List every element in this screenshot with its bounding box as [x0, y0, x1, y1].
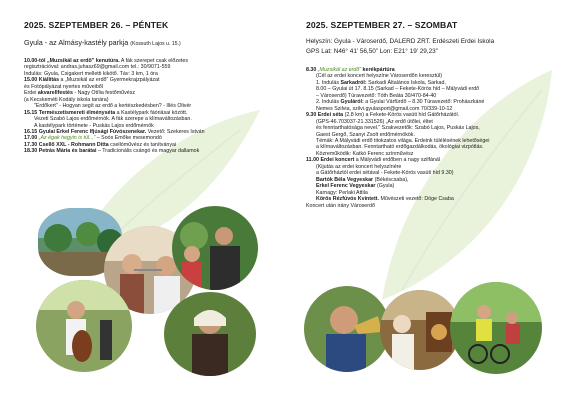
location-main: Gyula - az Almásy-kastély parkja: [24, 38, 129, 47]
event-detail: a „Muzsikál az erdő” Gyermekrajzpályázat: [59, 77, 160, 84]
photo-cellist: [36, 280, 132, 372]
photo-singer-woman: [164, 292, 256, 376]
event-text-after: - Nagy Otília festőművész: [72, 90, 136, 97]
location-line-1: Helyszín: Gyula - Városerdő, DALERD ZRT. Erdészeti Erdei Iskola: [306, 38, 495, 45]
event-text: Témák: A Mályvádi erdő titokzatos világa. Erdeink túlélésének lehetőségei: [316, 137, 490, 144]
event-text-after: Művészeti vezető: Döge Csaba: [378, 196, 454, 203]
event-title: Kiállítás: [38, 77, 60, 84]
event-detail: a Kastélypark fáóriásai között.: [115, 109, 188, 116]
event-text: "Erdőkert" - Hogyan segít az erdő a kertészkedésben? - Illés Olivér: [34, 103, 192, 110]
event-title: „Muzsikál az erdő” kenutúra.: [46, 58, 120, 64]
event-text: Karnagy: Perlaki Attila: [316, 189, 368, 196]
event-text-after: Sarkadi Általános Iskola, Sarkad,: [366, 79, 446, 86]
event-text: Koncert után irány Városerdő: [306, 202, 375, 209]
event-italic-title: „Muzsikál az erdő”: [317, 67, 362, 73]
event-time: 17.30: [24, 141, 38, 148]
event-bold: akvarellfestés: [37, 90, 73, 97]
photo-cyclists: [450, 282, 542, 374]
event-title: Gyulai Erkel Ferenc Ifjúsági Fúvószenekar.: [38, 128, 147, 135]
event-bold: Bartók Béla Vegyeskar: [316, 176, 374, 183]
event-detail: csellóművész és tanítványai: [108, 141, 177, 148]
event-title: Csellő XXL - Rohmann Ditta: [38, 141, 109, 148]
event-italic-title: „Az égak hegyin is túl...”: [38, 135, 96, 142]
event-text: A kastélypark története - Puskás Lajos erdőmérnök: [34, 122, 154, 129]
event-text: Gaest Gergő, Szanyi Zsolt erdőmérnökök.: [316, 131, 415, 138]
event-text: Közreműködik: Katkó Ferenc színművész: [316, 150, 414, 157]
event-text: (Cél az erdei koncert helyszíne Városerdőn keresztül): [316, 73, 443, 80]
event-detail: Vezető: Szekeres István: [146, 128, 205, 135]
event-text: (Kijutás az erdei koncert helyszínére: [316, 163, 402, 170]
event-time: 16.15: [24, 128, 38, 135]
event-text: – Városerdő) Túravezető: Tóth Beáta 30/470-84-40: [316, 92, 437, 99]
event-text: a Gátőrháztól erdei sétával - Fekete-Körös vasúti híd 9.30): [316, 170, 454, 177]
event-text: 8.00 – Gyulai út 17. 8.15 (Sarkad – Fekete-Körös híd – Mályvádi erdő: [316, 86, 480, 93]
event-time: 17.00: [24, 135, 38, 142]
schedule-line: [24, 148, 278, 154]
event-time: 18.30: [24, 148, 38, 155]
schedule-saturday: [306, 67, 560, 209]
photo-trumpet-player: [304, 286, 390, 372]
page-title: 2025. SZEPTEMBER 26. – PÉNTEK: [24, 20, 169, 30]
event-time: 15.15: [24, 109, 38, 116]
event-title: Petrás Mária és barátai: [38, 148, 97, 155]
event-time: 9.30: [306, 112, 317, 119]
photo-choir-man: [172, 206, 258, 290]
event-time: 10.00-tól: [24, 58, 46, 64]
event-time: 8.30: [306, 67, 317, 73]
event-text: és fenntarthatósága nevel.” Szakvezetők: Szabó Lajos, Puskás Lajos,: [316, 125, 480, 132]
schedule-line: [306, 203, 560, 209]
event-detail: a Mályvádi erdőben a nagy szilfánál: [354, 157, 440, 164]
event-bold: Sarkadról:: [340, 79, 367, 86]
event-detail: – Tradicionális csángó és magyar dallamok: [96, 148, 200, 155]
event-text: Vezeti Szabó Lajos erdőmérnök. A fák szerepe a klímaváltozásban.: [34, 116, 192, 123]
event-text: Erdei: [24, 90, 38, 97]
schedule-friday: [24, 58, 278, 155]
event-title: Természetismereti élményséta: [38, 109, 116, 116]
location: [24, 38, 181, 47]
page-saturday: [282, 0, 564, 400]
event-bold: Erkel Ferenc Vegyeskar: [316, 183, 376, 190]
location-gps: GPS Lat: N46° 41’ 56,50” Lon: E21° 19’ 29,23”: [306, 48, 438, 55]
event-text: 1. Indulás: [316, 79, 341, 86]
event-time: 15.00: [24, 77, 38, 84]
page-title: 2025. SZEPTEMBER 27. – SZOMBAT: [306, 20, 458, 30]
event-text: a klímaváltozásban. Fenntartható erdőgazdálkodás, ökológiai vizpótlás.: [316, 144, 484, 151]
location-address: (Kossuth Lajos u. 15.): [130, 41, 181, 47]
event-text: Nemes Szilvia, szilvi.gyulasport@gmail.com 70/339-10-12: [316, 105, 453, 112]
photo-storyteller: [380, 290, 460, 370]
event-text: (GPS-46.703037-21.331526) „Az erdő ütőlei, éltet: [316, 118, 433, 125]
event-text: (a Kecskeméti Kodály iskola tanára): [24, 96, 109, 103]
event-text: Indulás: Gyula, Csigakert melletti kikötő. Táv: 3 km, 1 óra: [24, 70, 158, 77]
event-text: és Fotópályázat nyertes műveiből: [24, 83, 103, 90]
event-text-after: (Gyula): [375, 183, 395, 190]
event-title: Erdei séta: [317, 112, 344, 119]
event-bold: Körös Rézfúvós Kvintett.: [316, 196, 379, 203]
event-text: regisztrációval: andras.juhasz69@gmail.com tel.: 30/9071-559: [24, 64, 171, 71]
event-text: 2. Indulás: [316, 99, 341, 106]
event-detail: – Soós Emőke mesemondó: [95, 135, 162, 142]
event-bold: Gyuláról:: [340, 99, 364, 106]
event-text-after: a Gyulai Várfürdő – 8.30 Túravezető: Prohászkáné: [363, 99, 485, 106]
event-text-after: (Békéscsaba),: [373, 176, 409, 183]
event-title: kerékpártúra: [361, 67, 395, 73]
event-detail: (2,8 km) a Fekete-Körös vasúti híd Gátőrházától.: [343, 112, 460, 119]
event-time: 11.00: [306, 157, 319, 164]
event-title: Erdei koncert: [320, 157, 355, 164]
event-detail: A fák szerepet csak előzetes: [119, 58, 188, 64]
